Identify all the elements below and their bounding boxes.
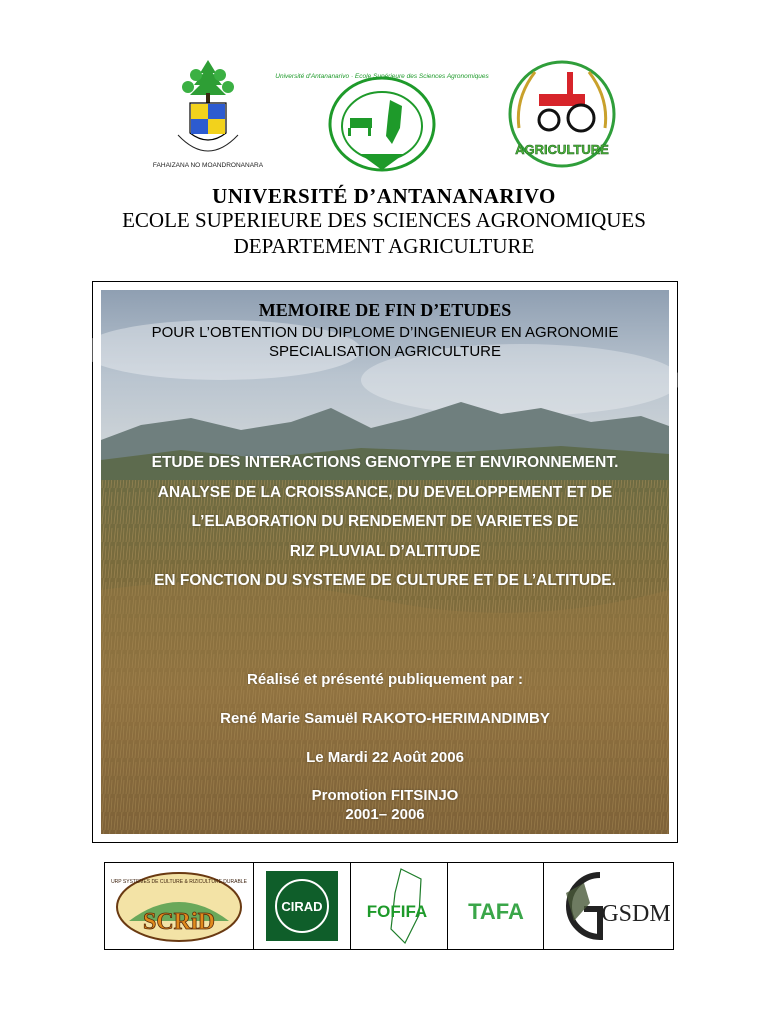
tafa-logo-cell xyxy=(448,863,545,949)
cirad-logo-cell xyxy=(254,863,351,949)
agriculture-logo xyxy=(505,58,619,170)
tafa-label: TAFA xyxy=(467,899,524,924)
thesis-title-line: ANALYSE DE LA CROISSANCE, DU DEVELOPPEMENT ET DE xyxy=(157,483,613,501)
specialisation-line: SPECIALISATION AGRICULTURE xyxy=(269,343,501,360)
fofifa-label: FOFIFA xyxy=(366,902,428,921)
university-name: UNIVERSITÉ D’ANTANANARIVO xyxy=(212,184,556,208)
defense-date: Le Mardi 22 Août 2006 xyxy=(306,749,464,766)
scrid-label: SCRiD xyxy=(142,909,216,935)
university-motto: FAHAIZANA NO MOANDRONANARA xyxy=(152,162,264,169)
memoire-title: MEMOIRE DE FIN D’ETUDES xyxy=(258,300,512,320)
gsdm-label: GSDM xyxy=(601,901,672,927)
thesis-title-line: EN FONCTION DU SYSTEME DE CULTURE ET DE L’ALTITUDE. xyxy=(154,572,616,589)
thesis-title-line: ETUDE DES INTERACTIONS GENOTYPE ET ENVIRONNEMENT. xyxy=(151,454,619,471)
essa-logo xyxy=(275,66,489,174)
cirad-logo xyxy=(254,863,350,949)
fofifa-logo xyxy=(351,863,447,949)
gsdm-logo-cell xyxy=(544,863,673,949)
promotion-name: Promotion FITSINJO xyxy=(311,787,459,804)
agriculture-label: AGRICULTURE xyxy=(515,142,609,157)
thesis-title xyxy=(101,448,669,596)
tafa-logo xyxy=(448,863,544,949)
fofifa-logo-cell xyxy=(351,863,448,949)
school-name: ECOLE SUPERIEURE DES SCIENCES AGRONOMIQUES xyxy=(122,208,646,232)
author-name: René Marie Samuël RAKOTO-HERIMANDIMBY xyxy=(220,710,550,727)
thesis-title-line: RIZ PLUVIAL D’ALTITUDE xyxy=(289,542,481,560)
landscape-photo xyxy=(101,290,669,834)
shield-icon xyxy=(190,103,226,140)
presented-by-label: Réalisé et présenté publiquement par : xyxy=(247,671,523,688)
essa-ring-text: Université d'Antananarivo · Ecole Supérieure des Sciences Agronomiques xyxy=(275,73,489,80)
promotion-years: 2001– 2006 xyxy=(345,806,425,823)
scrid-logo xyxy=(105,863,254,949)
gsdm-logo xyxy=(544,863,673,949)
tree-icon xyxy=(182,60,234,103)
cirad-label: CIRAD xyxy=(281,899,324,914)
thesis-title-line: L’ELABORATION DU RENDEMENT DE VARIETES DE xyxy=(191,513,579,530)
university-seal-logo xyxy=(152,55,264,180)
scrid-logo-cell xyxy=(105,863,254,949)
department-name: DEPARTEMENT AGRICULTURE xyxy=(233,234,535,258)
scrid-ring-text: URP SYSTEMES DE CULTURE & RIZICULTURE DURABLE xyxy=(111,879,247,885)
cover-frame xyxy=(92,281,678,843)
partner-logos xyxy=(104,862,674,950)
diploma-line: POUR L’OBTENTION DU DIPLOME D’INGENIEUR EN AGRONOMIE xyxy=(151,324,619,341)
